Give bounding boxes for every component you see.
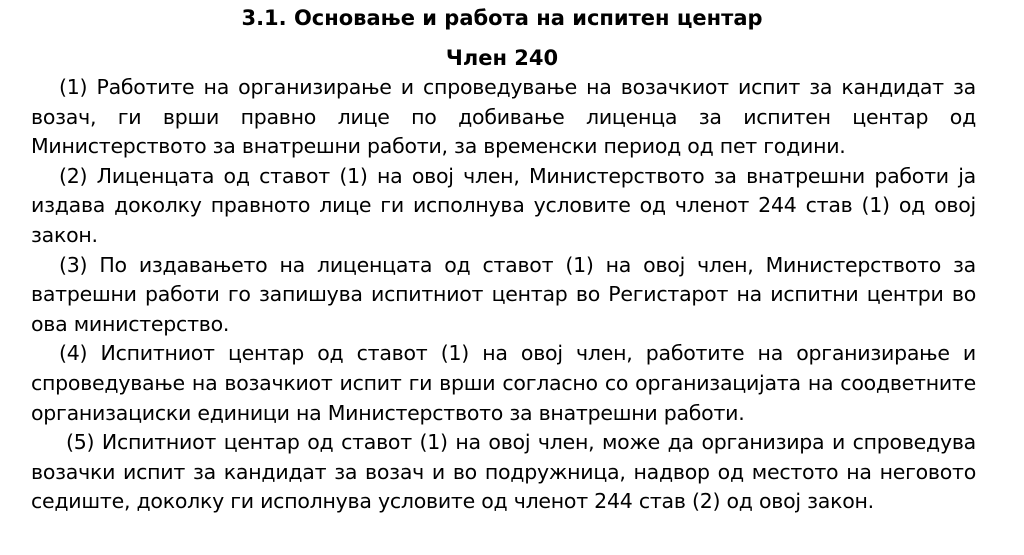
paragraph-5: (5) Испитниот центар од ставот (1) на овој член, може да организира и спроведува возачки испит за кандидат за возач и во подружница, надвор од местото на неговото седиште, доколку ги исполнува условите од членот 244 став (2) од овој закон. <box>31 430 976 514</box>
paragraph-4: (4) Испитниот центар од ставот (1) на овој член, работите на организирање и спроведување на возачкиот испит ги врши согласно со организацијата на соодветните организациски единици на Министерството за внатрешни работи. <box>31 341 976 425</box>
article-body <box>31 73 976 517</box>
article-title: Член 240 <box>445 46 559 70</box>
paragraph-3: (3) По издавањето на лиценцата од ставот (1) на овој член, Министерството за ватрешни работи го запишува испитниот центар во Регистарот на испитни центри во ова министерство. <box>31 252 976 336</box>
section-title: 3.1. Основање и работа на испитен центар <box>241 6 763 30</box>
paragraph-1: (1) Работите на организирање и спроведување на возачкиот испит за кандидат за возач, ги врши правно лице по добивање лиценца за испитен центар од Министерството за внатрешни работи, за временски период од пет години. <box>31 75 976 159</box>
paragraph-2: (2) Лиценцата од ставот (1) на овој член, Министерството за внатрешни работи ја издава доколку правното лице ги исполнува условите од членот 244 став (1) од овој закон. <box>31 163 976 247</box>
